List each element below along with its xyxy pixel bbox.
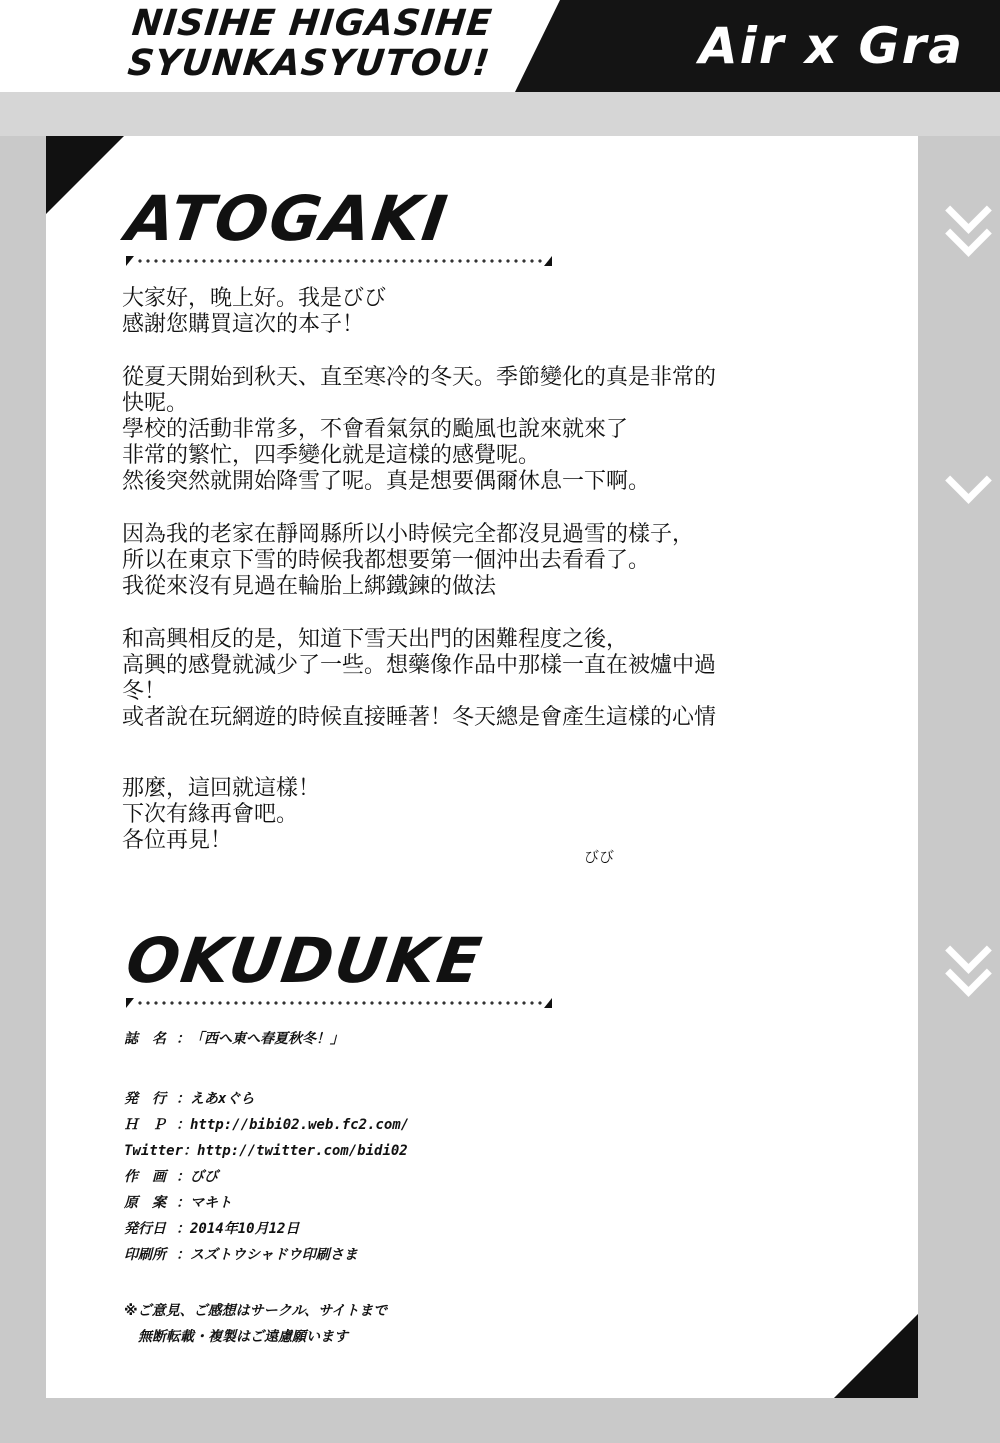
- atogaki-paragraph: 那麼，這回就這樣！ 下次有緣再會吧。 各位再見！: [122, 776, 321, 853]
- colophon-row: 印刷所 ：スズトウシャドウ印刷さま: [124, 1247, 358, 1263]
- colophon-note: ※ご意見、ご感想はサークル、サイトまで 無断転載・複製はご遠慮願います: [124, 1303, 388, 1345]
- colophon-row: 作 画 ：びび: [124, 1169, 218, 1185]
- atogaki-signature: びび: [584, 848, 615, 866]
- double-chevron-icon-bottom: [944, 944, 988, 990]
- series-title-line1: NISIHE HIGASIHE: [130, 3, 495, 44]
- circle-name: Air x Gra: [699, 17, 964, 75]
- header-band: [0, 0, 1000, 92]
- colophon-row: 誌 名 ：「西へ東へ春夏秋冬！」: [124, 1031, 344, 1047]
- okuduke-dotted-divider: [126, 998, 552, 1008]
- atogaki-paragraph: 大家好，晚上好。我是びび 感謝您購買這次的本子！: [122, 286, 387, 337]
- colophon-row: Ｈ Ｐ ：http://bibi02.web.fc2.com/: [124, 1117, 410, 1133]
- colophon-row: 発 行 ：えあxぐら: [124, 1091, 255, 1107]
- colophon-row: Twitter：http://twitter.com/bidi02: [124, 1143, 408, 1159]
- okuduke-title: OKUDUKE: [121, 924, 488, 997]
- atogaki-title: ATOGAKI: [121, 182, 454, 255]
- series-title-line2: SYUNKASYUTOU!: [125, 43, 493, 84]
- atogaki-paragraph: 和高興相反的是，知道下雪天出門的困難程度之後， 高興的感覺就減少了一些。想藥像作品中那樣一直在被爐中過 冬！ 或者說在玩網遊的時候直接睡著！冬天總是會產生這樣的心情: [122, 627, 717, 730]
- atogaki-dotted-divider: [126, 256, 552, 266]
- chevron-icon-middle: [944, 474, 988, 497]
- double-chevron-icon-top: [944, 204, 988, 250]
- colophon-row: 原 案 ：マキト: [124, 1195, 232, 1211]
- atogaki-paragraph: 因為我的老家在靜岡縣所以小時候完全都沒見過雪的樣子， 所以在東京下雪的時候我都想要第一個沖出去看看了。 我從來沒有見過在輪胎上綁鐵鍊的做法: [122, 522, 695, 599]
- atogaki-body: [122, 286, 822, 881]
- corner-accent-top-left: [46, 136, 124, 214]
- corner-accent-bottom-right: [834, 1314, 918, 1398]
- atogaki-paragraph: 從夏天開始到秋天、直至寒冷的冬天。季節變化的真是非常的 快呢。 學校的活動非常多，不會看氣氛的颱風也說來就來了 非常的繁忙，四季變化就是這樣的感覺呢。 然後突然就開始降雪了呢。真是想要偶爾休息一下啊。: [122, 365, 717, 494]
- colophon-row: 発行日 ：2014年10月12日: [124, 1221, 300, 1237]
- series-title: [126, 4, 497, 84]
- background-texture: [0, 92, 1000, 136]
